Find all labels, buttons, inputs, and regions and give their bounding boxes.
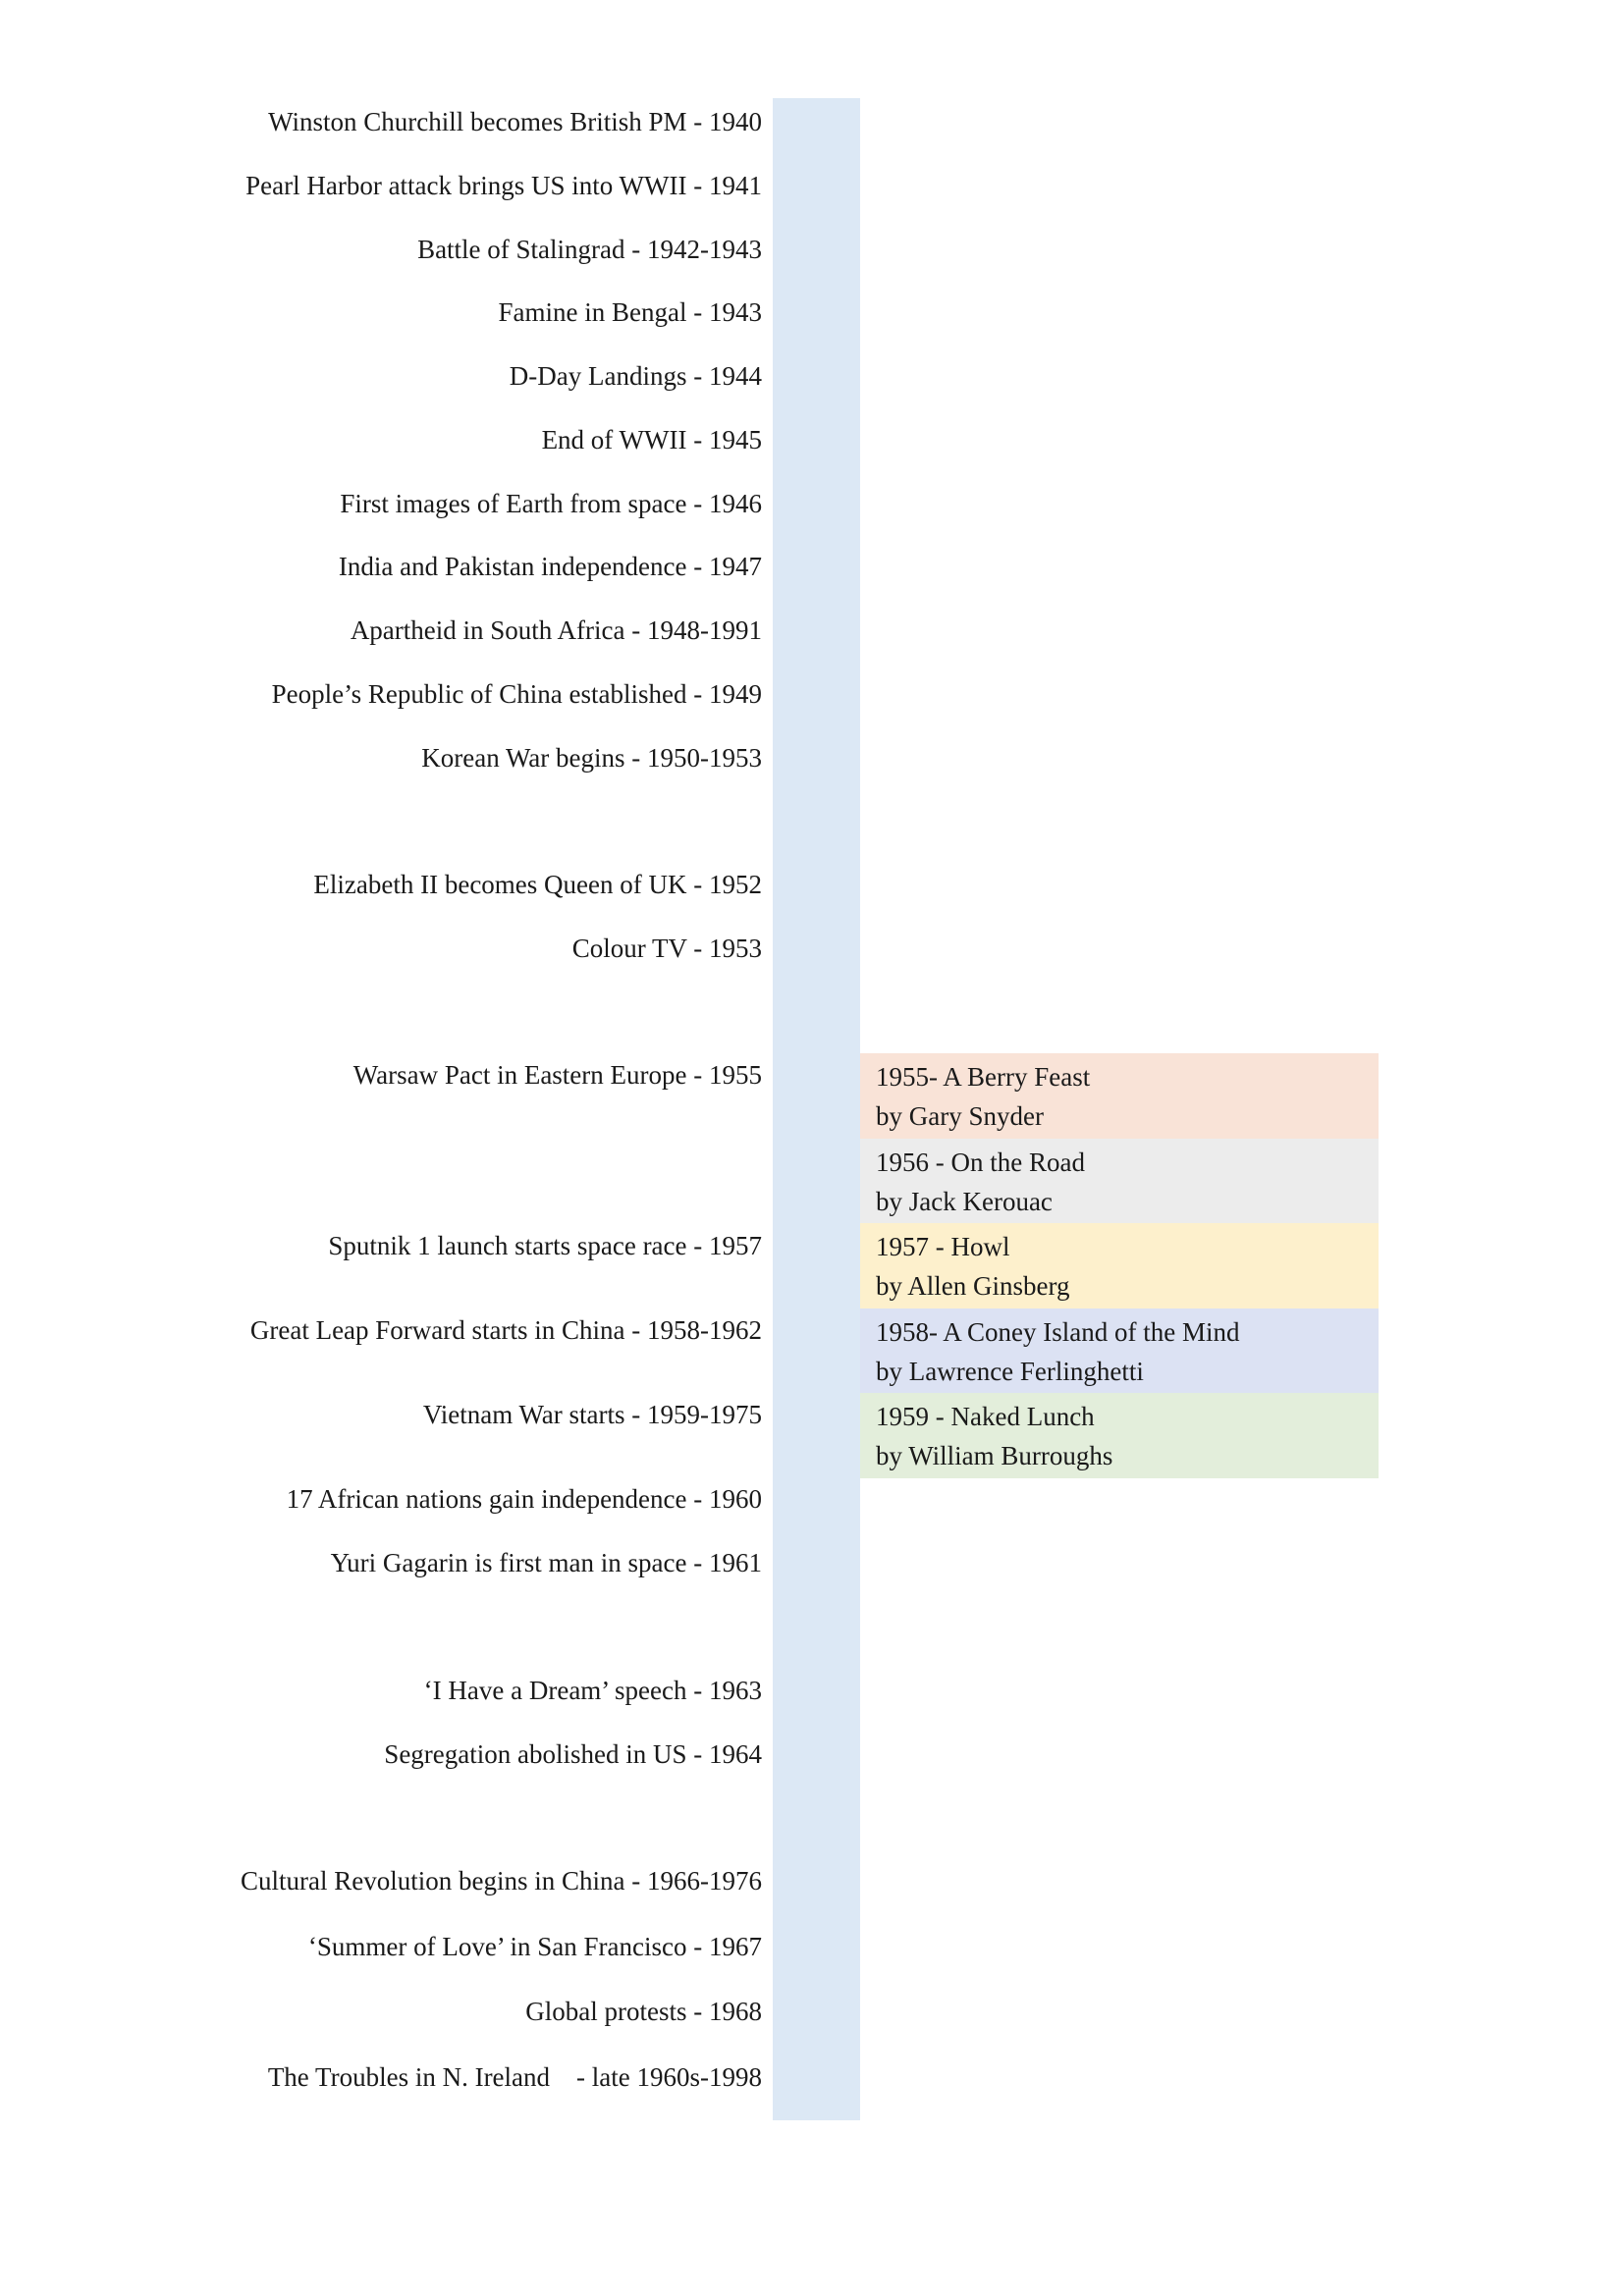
book-author: by William Burroughs bbox=[876, 1441, 1113, 1470]
event-item: ‘I Have a Dream’ speech - 1963 bbox=[423, 1676, 762, 1705]
book-entry bbox=[860, 1308, 1379, 1394]
event-item: Elizabeth II becomes Queen of UK - 1952 bbox=[313, 870, 762, 899]
event-item: 17 African nations gain independence - 1960 bbox=[286, 1484, 762, 1514]
event-item: India and Pakistan independence - 1947 bbox=[338, 552, 762, 581]
book-entry bbox=[860, 1393, 1379, 1478]
event-item: Yuri Gagarin is first man in space - 1961 bbox=[330, 1548, 762, 1577]
event-item: Battle of Stalingrad - 1942-1943 bbox=[417, 235, 762, 264]
book-entry bbox=[860, 1139, 1379, 1224]
book-entry bbox=[860, 1053, 1379, 1139]
book-title: 1957 - Howl bbox=[876, 1232, 1010, 1261]
event-item: Global protests - 1968 bbox=[525, 1997, 762, 2026]
beat-books-list bbox=[860, 1053, 1379, 1478]
event-item: Great Leap Forward starts in China - 1958-1962 bbox=[249, 1315, 762, 1345]
event-item: Korean War begins - 1950-1953 bbox=[421, 743, 762, 773]
event-item: The Troubles in N. Ireland - late 1960s-1998 bbox=[267, 2062, 762, 2092]
event-item: People’s Republic of China established - 1949 bbox=[271, 679, 762, 709]
event-item: First images of Earth from space - 1946 bbox=[340, 489, 762, 518]
book-entry bbox=[860, 1223, 1379, 1308]
book-author: by Allen Ginsberg bbox=[876, 1271, 1070, 1301]
book-title: 1956 - On the Road bbox=[876, 1147, 1085, 1177]
event-item: Cultural Revolution begins in China - 1966-1976 bbox=[241, 1866, 762, 1896]
event-item: Colour TV - 1953 bbox=[571, 934, 762, 963]
event-item: D-Day Landings - 1944 bbox=[509, 361, 762, 391]
event-item: Segregation abolished in US - 1964 bbox=[384, 1739, 762, 1769]
event-item: Sputnik 1 launch starts space race - 1957 bbox=[328, 1231, 762, 1260]
event-item: Winston Churchill becomes British PM - 1940 bbox=[268, 107, 762, 136]
timeline-bar bbox=[773, 98, 860, 2120]
event-item: Warsaw Pact in Eastern Europe - 1955 bbox=[352, 1060, 762, 1090]
event-item: Vietnam War starts - 1959-1975 bbox=[422, 1400, 762, 1429]
event-item: ‘Summer of Love’ in San Francisco - 1967 bbox=[307, 1932, 762, 1961]
event-item: Pearl Harbor attack brings US into WWII - 1941 bbox=[245, 171, 762, 200]
book-author: by Gary Snyder bbox=[876, 1101, 1044, 1131]
book-title: 1955- A Berry Feast bbox=[876, 1062, 1091, 1092]
event-item: End of WWII - 1945 bbox=[541, 425, 762, 454]
world-events-list bbox=[0, 0, 762, 2296]
book-title: 1959 - Naked Lunch bbox=[876, 1402, 1095, 1431]
event-item: Apartheid in South Africa - 1948-1991 bbox=[350, 615, 762, 645]
book-author: by Jack Kerouac bbox=[876, 1186, 1053, 1216]
book-title: 1958- A Coney Island of the Mind bbox=[876, 1316, 1240, 1347]
event-item: Famine in Bengal - 1943 bbox=[498, 297, 762, 327]
book-author: by Lawrence Ferlinghetti bbox=[876, 1356, 1144, 1386]
